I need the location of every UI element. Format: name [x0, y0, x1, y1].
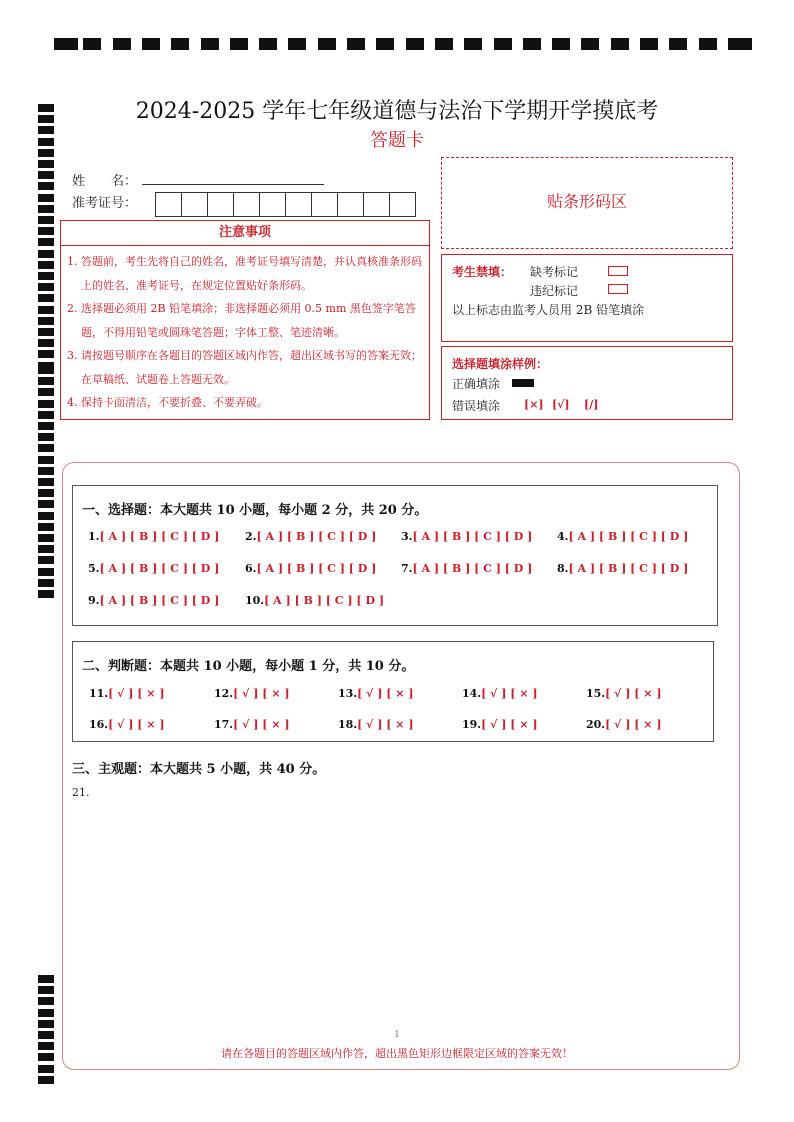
- choice-question[interactable]: [557, 562, 688, 575]
- judge-question[interactable]: [338, 718, 414, 731]
- timing-mark: [38, 250, 54, 258]
- judge-options[interactable]: [ √ ] [ × ]: [233, 718, 290, 731]
- timing-mark: [38, 579, 54, 587]
- violation-label: 违纪标记: [530, 284, 579, 298]
- choice-question[interactable]: [245, 530, 376, 543]
- question-21-number: 21.: [72, 786, 90, 799]
- timing-mark: [38, 568, 54, 576]
- violation-mark-box[interactable]: [608, 284, 628, 294]
- timing-mark: [38, 227, 54, 235]
- timing-mark: [38, 997, 54, 1005]
- timing-mark: [259, 38, 277, 50]
- timing-mark: [38, 205, 54, 213]
- timing-mark: [38, 238, 54, 246]
- timing-mark: [171, 38, 189, 50]
- timing-mark: [38, 489, 54, 497]
- question-number: 18.: [338, 718, 358, 731]
- page-subtitle: 答题卡: [370, 130, 424, 151]
- timing-mark: [611, 38, 629, 50]
- question-number: 9.: [88, 594, 100, 607]
- ban-note: 以上标志由监考人员用 2B 铅笔填涂: [452, 303, 645, 317]
- timing-mark: [581, 38, 599, 50]
- timing-mark: [523, 38, 541, 50]
- example-panel: [441, 346, 733, 420]
- timing-mark: [406, 38, 424, 50]
- wrong-mark-2: [√]: [552, 398, 570, 411]
- absent-mark-box[interactable]: [608, 266, 628, 276]
- name-label: 姓 名：: [72, 174, 138, 189]
- judge-section-title: 二、判断题：本题共 10 小题，每小题 1 分，共 10 分。: [82, 659, 415, 674]
- notice-panel: [60, 220, 430, 420]
- timing-mark: [38, 294, 54, 302]
- notice-item: 1. 答题前，考生先将自己的姓名，准考证号填写清楚，并认真核准条形码上的姓名、准考证号，在规定位置贴好条形码。: [67, 255, 422, 292]
- timing-mark: [38, 317, 54, 325]
- wrong-mark-3: [/]: [584, 398, 599, 411]
- timing-mark: [728, 38, 752, 50]
- question-number: 19.: [462, 718, 482, 731]
- question-number: 8.: [557, 562, 569, 575]
- page-number: 1: [394, 1030, 400, 1040]
- example-heading: 选择题填涂样例：: [452, 357, 549, 371]
- notice-item: 3. 请按题号顺序在各题目的答题区域内作答，超出区域书写的答案无效；在草稿纸、试题卷上答题无效。: [67, 349, 422, 386]
- timing-mark: [318, 38, 336, 50]
- timing-mark: [640, 38, 658, 50]
- timing-mark: [38, 411, 54, 419]
- timing-mark: [38, 339, 54, 347]
- question-number: 1.: [88, 530, 100, 543]
- timing-mark: [38, 975, 54, 983]
- choice-question[interactable]: [245, 562, 376, 575]
- footer-note: 请在各题目的答题区域内作答，超出黑色矩形边框限定区域的答案无效！: [221, 1047, 573, 1060]
- judge-question[interactable]: [462, 687, 538, 700]
- id-boxes[interactable]: [155, 192, 415, 216]
- question-number: 17.: [214, 718, 234, 731]
- question-number: 20.: [586, 718, 606, 731]
- choice-options[interactable]: [ A ] [ B ] [ C ] [ D ]: [412, 530, 533, 543]
- choice-options[interactable]: [ A ] [ B ] [ C ] [ D ]: [99, 594, 220, 607]
- judge-question[interactable]: [214, 718, 290, 731]
- correct-label: 正确填涂: [452, 377, 501, 391]
- timing-mark: [230, 38, 248, 50]
- timing-mark: [38, 456, 54, 464]
- timing-mark: [38, 986, 54, 994]
- timing-mark: [38, 1009, 54, 1017]
- timing-mark: [494, 38, 512, 50]
- question-number: 15.: [586, 687, 606, 700]
- timing-mark: [38, 422, 54, 430]
- timing-mark: [83, 38, 101, 50]
- timing-mark: [38, 377, 54, 385]
- timing-mark: [376, 38, 394, 50]
- timing-mark: [38, 388, 54, 396]
- id-digit-box[interactable]: [311, 192, 338, 217]
- timing-mark: [38, 171, 54, 179]
- timing-mark: [38, 512, 54, 520]
- timing-mark: [464, 38, 482, 50]
- timing-mark: [38, 283, 54, 291]
- judge-options[interactable]: [ √ ] [ × ]: [605, 687, 662, 700]
- question-number: 3.: [401, 530, 413, 543]
- question-number: 6.: [245, 562, 257, 575]
- timing-mark: [201, 38, 219, 50]
- judge-question[interactable]: [214, 687, 290, 700]
- judge-options[interactable]: [ √ ] [ × ]: [357, 718, 414, 731]
- timing-mark: [38, 556, 54, 564]
- barcode-area: 贴条形码区: [441, 157, 733, 249]
- question-number: 11.: [89, 687, 109, 700]
- id-digit-box[interactable]: [259, 192, 286, 217]
- timing-mark: [38, 478, 54, 486]
- choice-section-title: 一、选择题：本大题共 10 小题，每小题 2 分，共 20 分。: [82, 503, 428, 518]
- id-digit-box[interactable]: [285, 192, 312, 217]
- ban-heading: 考生禁填：: [452, 265, 513, 279]
- question-number: 7.: [401, 562, 413, 575]
- choice-options[interactable]: [ A ] [ B ] [ C ] [ D ]: [264, 594, 385, 607]
- judge-question[interactable]: [586, 687, 662, 700]
- timing-mark: [347, 38, 365, 50]
- timing-mark: [38, 366, 54, 374]
- id-digit-box[interactable]: [389, 192, 416, 217]
- timing-mark: [699, 38, 717, 50]
- timing-mark: [435, 38, 453, 50]
- timing-mark: [38, 467, 54, 475]
- choice-question[interactable]: [557, 530, 688, 543]
- judge-options[interactable]: [ √ ] [ × ]: [108, 718, 165, 731]
- judge-question[interactable]: [89, 718, 165, 731]
- timing-mark: [38, 350, 54, 358]
- timing-mark: [38, 444, 54, 452]
- timing-mark: [38, 261, 54, 269]
- timing-mark: [38, 534, 54, 542]
- timing-mark: [38, 194, 54, 202]
- choice-question[interactable]: [245, 594, 384, 607]
- judge-question[interactable]: [338, 687, 414, 700]
- question-number: 12.: [214, 687, 234, 700]
- top-timing-marks: [50, 38, 750, 50]
- judge-question[interactable]: [462, 718, 538, 731]
- question-21-answer-area[interactable]: [72, 804, 722, 1024]
- id-digit-box[interactable]: [155, 192, 182, 217]
- timing-mark: [38, 272, 54, 280]
- judge-options[interactable]: [ √ ] [ × ]: [357, 687, 414, 700]
- choice-question[interactable]: [401, 562, 532, 575]
- choice-options[interactable]: [ A ] [ B ] [ C ] [ D ]: [256, 562, 377, 575]
- question-number: 5.: [88, 562, 100, 575]
- judge-question[interactable]: [586, 718, 662, 731]
- subjective-section-title: 三、主观题：本大题共 5 小题，共 40 分。: [72, 762, 326, 777]
- timing-mark: [38, 400, 54, 408]
- judge-options[interactable]: [ √ ] [ × ]: [233, 687, 290, 700]
- question-number: 2.: [245, 530, 257, 543]
- timing-mark: [38, 306, 54, 314]
- choice-question[interactable]: [88, 530, 219, 543]
- id-digit-box[interactable]: [233, 192, 260, 217]
- choice-question[interactable]: [401, 530, 532, 543]
- timing-mark: [38, 500, 54, 508]
- question-number: 13.: [338, 687, 358, 700]
- timing-mark: [38, 523, 54, 531]
- notice-item: 2. 选择题必须用 2B 铅笔填涂；非选择题必须用 0.5 mm 黑色签字笔答题，不得用铅笔或圆珠笔答题；字体工整、笔迹清晰。: [67, 302, 416, 339]
- page-title: 2024-2025 学年七年级道德与法治下学期开学摸底考: [135, 99, 659, 124]
- absent-label: 缺考标记: [530, 265, 579, 279]
- id-digit-box[interactable]: [337, 192, 364, 217]
- timing-mark: [38, 433, 54, 441]
- timing-mark: [38, 590, 54, 598]
- id-digit-box[interactable]: [363, 192, 390, 217]
- choice-options[interactable]: [ A ] [ B ] [ C ] [ D ]: [568, 530, 689, 543]
- timing-mark: [54, 38, 78, 50]
- question-number: 14.: [462, 687, 482, 700]
- id-label: 准考证号：: [72, 196, 138, 211]
- choice-question[interactable]: [88, 562, 219, 575]
- timing-mark: [669, 38, 687, 50]
- name-field[interactable]: [142, 184, 324, 185]
- question-number: 4.: [557, 530, 569, 543]
- judge-options[interactable]: [ √ ] [ × ]: [605, 718, 662, 731]
- choice-options[interactable]: [ A ] [ B ] [ C ] [ D ]: [256, 530, 377, 543]
- judge-options[interactable]: [ √ ] [ × ]: [481, 687, 538, 700]
- timing-mark: [38, 182, 54, 190]
- ban-panel: [441, 254, 733, 342]
- correct-fill-sample: [512, 379, 534, 387]
- timing-mark: [288, 38, 306, 50]
- choice-options[interactable]: [ A ] [ B ] [ C ] [ D ]: [99, 530, 220, 543]
- timing-mark: [38, 1020, 54, 1028]
- question-number: 16.: [89, 718, 109, 731]
- wrong-mark-1: [×]: [524, 398, 544, 411]
- timing-mark: [38, 1076, 54, 1084]
- judge-question[interactable]: [89, 687, 165, 700]
- timing-mark: [38, 216, 54, 224]
- timing-mark: [38, 328, 54, 336]
- choice-question[interactable]: [88, 594, 219, 607]
- timing-mark: [142, 38, 160, 50]
- timing-mark: [113, 38, 131, 50]
- timing-mark: [38, 1065, 54, 1073]
- choice-options[interactable]: [ A ] [ B ] [ C ] [ D ]: [99, 562, 220, 575]
- notice-item: 4. 保持卡面清洁，不要折叠、不要弄破。: [67, 396, 268, 409]
- question-number: 10.: [245, 594, 265, 607]
- timing-mark: [38, 545, 54, 553]
- judge-options[interactable]: [ √ ] [ × ]: [108, 687, 165, 700]
- timing-mark: [38, 160, 54, 168]
- choice-options[interactable]: [ A ] [ B ] [ C ] [ D ]: [412, 562, 533, 575]
- wrong-label: 错误填涂: [452, 399, 501, 413]
- timing-mark: [552, 38, 570, 50]
- judge-options[interactable]: [ √ ] [ × ]: [481, 718, 538, 731]
- notice-heading: 注意事项: [61, 221, 429, 246]
- choice-options[interactable]: [ A ] [ B ] [ C ] [ D ]: [568, 562, 689, 575]
- id-digit-box[interactable]: [207, 192, 234, 217]
- id-digit-box[interactable]: [181, 192, 208, 217]
